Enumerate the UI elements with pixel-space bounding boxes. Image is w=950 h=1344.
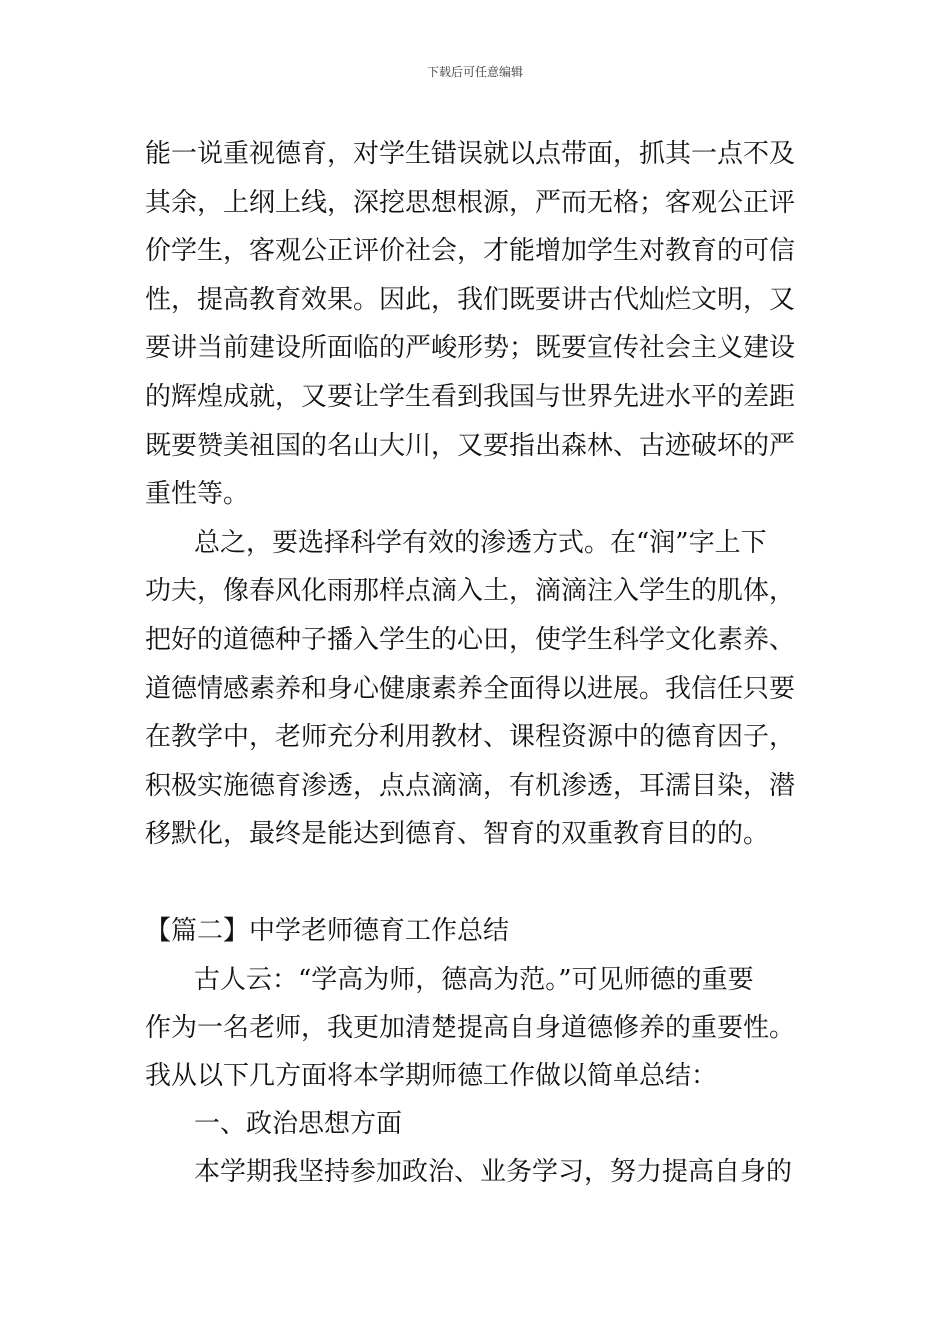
document-body	[145, 130, 810, 1196]
text-line: 作为一名老师，我更加清楚提高自身道德修养的重要性。	[145, 1012, 796, 1043]
paragraph	[145, 130, 810, 519]
text-line: 其余，上纲上线，深挖思想根源，严而无格；客观公正评	[145, 187, 796, 218]
page-header: 下载后可任意编辑	[426, 65, 523, 79]
paragraph	[145, 956, 810, 1100]
text-line: 古人云：“学高为师，德高为范。”可见师德的重要	[194, 964, 754, 995]
text-line: 积极实施德育渗透，点点滴滴，有机渗透，耳濡目染，潜	[145, 770, 796, 801]
text-line: 把好的道德种子播入学生的心田，使学生科学文化素养、	[145, 624, 796, 655]
text-line: 移默化，最终是能达到德育、智育的双重教育目的的。	[145, 819, 770, 850]
paragraph	[145, 519, 810, 859]
text-line: 的辉煌成就，又要让学生看到我国与世界先进水平的差距	[145, 381, 796, 412]
text-line: 在教学中，老师充分利用教材、课程资源中的德育因子，	[145, 722, 796, 753]
section-title: 【篇二】中学老师德育工作总结	[145, 915, 510, 946]
text-line: 能一说重视德育，对学生错误就以点带面，抓其一点不及	[145, 139, 796, 169]
paragraph	[145, 1148, 810, 1196]
subheading: 一、政治思想方面	[194, 1108, 403, 1139]
text-line: 价学生，客观公正评价社会，才能增加学生对教育的可信	[145, 236, 796, 267]
text-line: 重性等。	[145, 479, 250, 510]
text-line: 本学期我坚持参加政治、业务学习，努力提高自身的	[194, 1156, 793, 1187]
text-line: 总之，要选择科学有效的渗透方式。在“润”字上下	[194, 527, 767, 558]
text-line: 要讲当前建设所面临的严峻形势；既要宣传社会主义建设	[145, 333, 796, 364]
text-line: 功夫，像春风化雨那样点滴入土，滴滴注入学生的肌体，	[145, 576, 796, 607]
text-line: 性，提高教育效果。因此，我们既要讲古代灿烂文明，又	[145, 284, 796, 315]
text-line: 既要赞美祖国的名山大川，又要指出森林、古迹破坏的严	[145, 430, 796, 461]
text-line: 我从以下几方面将本学期师德工作做以简单总结：	[145, 1060, 718, 1091]
text-line: 道德情感素养和身心健康素养全面得以进展。我信任只要	[145, 673, 796, 704]
